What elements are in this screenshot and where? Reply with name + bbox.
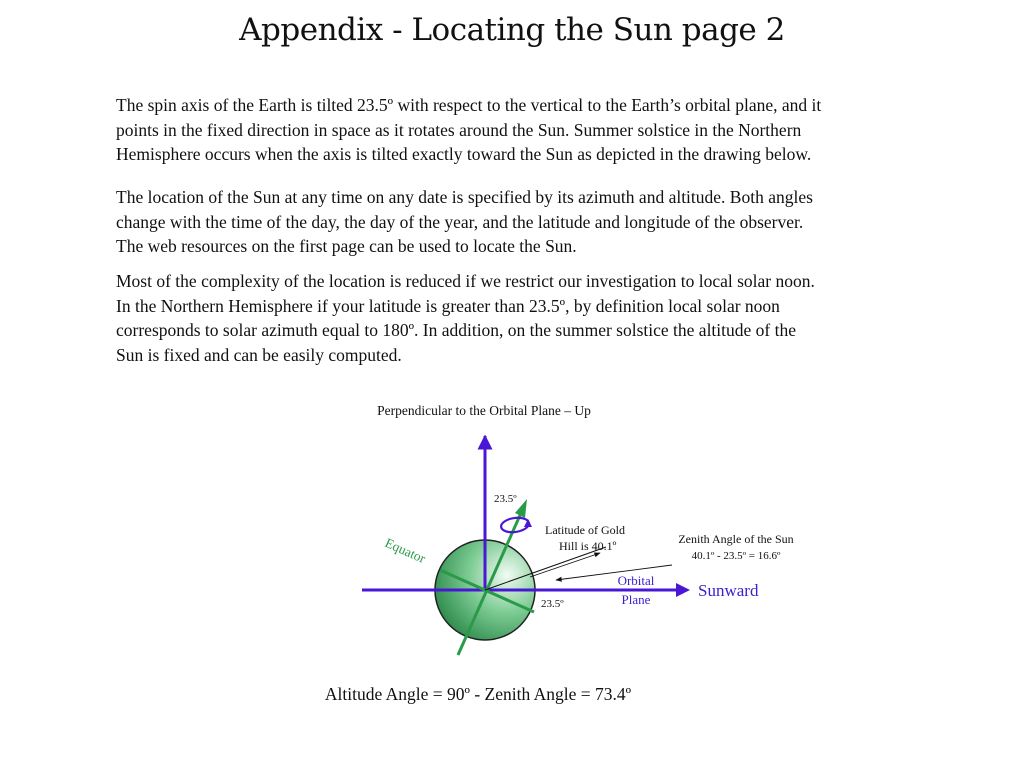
paragraph-line: points in the fixed direction in space as it rotates around the Sun. Summer solstice in the Northern (116, 119, 802, 140)
paragraph-line: corresponds to solar azimuth equal to 180º. In addition, on the summer solstice the altitude of the (116, 320, 796, 340)
orbital-plane-label-line1: Orbital (617, 573, 655, 588)
sunward-label: Sunward (698, 581, 759, 600)
sunward-arrowhead (676, 583, 690, 597)
spin-axis-arrowhead (515, 499, 527, 518)
paragraph-line: The location of the Sun at any time on any date is specified by its azimuth and altitude. Both angles (116, 187, 813, 207)
zenith-label-line1: Zenith Angle of the Sun (678, 532, 794, 546)
paragraph-line: The spin axis of the Earth is tilted 23.5º with respect to the vertical to the Earth’s orbital plane, and it (116, 95, 822, 115)
latitude-label-line1: Latitude of Gold (545, 523, 625, 537)
page-title: Appendix - Locating the Sun page 2 (239, 12, 785, 48)
paragraph-line: Hemisphere occurs when the axis is tilted exactly toward the Sun as depicted in the drawing below. (116, 144, 812, 164)
latitude-pointer-arrow (530, 553, 600, 577)
perpendicular-label: Perpendicular to the Orbital Plane – Up (377, 403, 591, 418)
altitude-formula: Altitude Angle = 90º - Zenith Angle = 73.4º (324, 684, 632, 704)
paragraph-line: The web resources on the first page can be used to locate the Sun. (116, 236, 577, 256)
zenith-label-line2: 40.1º - 23.5º = 16.6º (691, 550, 781, 562)
tilt-label-top: 23.5º (494, 493, 517, 505)
paragraph-line: Most of the complexity of the location is reduced if we restrict our investigation to local solar noon. (116, 271, 815, 291)
paragraph-line: In the Northern Hemisphere if your latitude is greater than 23.5º, by definition local solar noon (116, 295, 780, 316)
orbital-plane-label-line2: Plane (621, 592, 651, 607)
paragraph-line: change with the time of the day, the day of the year, and the latitude and longitude of the observer. (116, 211, 804, 232)
paragraph-line: Sun is fixed and can be easily computed. (116, 344, 402, 365)
equator-label: Equator (382, 535, 428, 567)
tilt-label-bottom: 23.5º (541, 598, 564, 610)
latitude-label-line2: Hill is 40.1º (559, 539, 617, 553)
zenith-pointer-arrow (556, 565, 672, 580)
